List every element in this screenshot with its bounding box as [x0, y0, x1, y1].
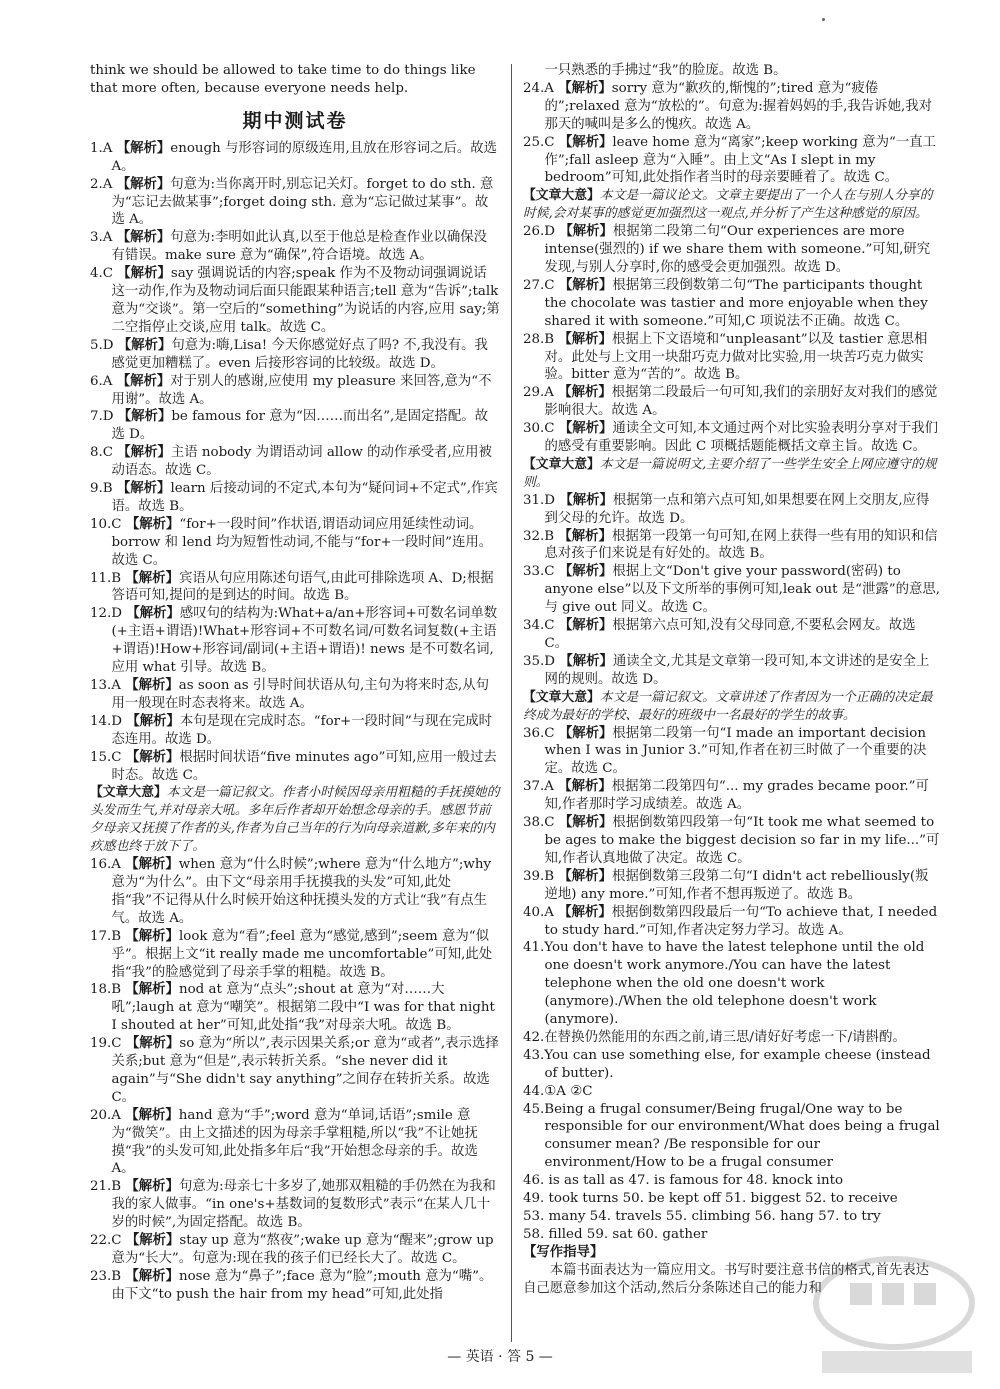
short-answer-list	[523, 939, 941, 1172]
answer-item	[523, 492, 941, 528]
answer-number: 24.A	[523, 80, 554, 96]
answer-number: 3.A	[90, 230, 113, 246]
answer-number: 4.C	[90, 266, 114, 282]
analysis-tag: 【解析】	[125, 928, 179, 944]
answer-text: 根据上文“Don't give your password(密码) to anyone else”以及下文所举的事例可知,leak out 是“泄露”的意思,与 give out 同义。故选 C。	[544, 564, 941, 616]
answer-item	[523, 277, 941, 331]
analysis-tag: 【解析】	[116, 140, 171, 156]
page-footer: — 英语 · 答 5 —	[447, 1349, 553, 1365]
answer-text: 根据倒数第三段第二句“I didn't act rebelliously(叛逆地) any more.”可知,作者不想再叛逆了。故选 B。	[544, 868, 929, 902]
answer-item	[523, 904, 941, 940]
answer-text: learn 后接动词的不定式,本句为“疑问词+不定式”,作宾语。故选 B。	[111, 481, 498, 514]
answer-text: 宾语从句应用陈述句语气,由此可排除选项 A、D;根据答语可知,提问的是到达的时间。故选 B。	[111, 570, 494, 604]
answer-item	[523, 778, 941, 814]
answer-item	[523, 725, 941, 779]
answer-number: 29.A	[523, 385, 554, 401]
answer-item	[523, 528, 941, 564]
answer-item	[523, 420, 941, 456]
answer-text: look 意为“看”;feel 意为“感觉,感到”;seem 意为“似乎”。根据上文“it really made me uncomfortable”可知,此处指“我”的脸感觉到了母亲手掌的粗糙。故选 B。	[111, 928, 493, 980]
answer-text: nose 意为“鼻子”;face 意为“脸”;mouth 意为“嘴”。由下文“to push the hair from my head”可知,此处指	[111, 1268, 493, 1302]
fill-answer-row: 46. is as tall as 47. is famous for 48. knock into	[523, 1173, 844, 1189]
answer-text: 对于别人的感谢,应使用 my pleasure 来回答,意为“不用谢”。故选 A。	[111, 373, 492, 407]
right-answer-list-4	[523, 725, 941, 940]
analysis-tag: 【解析】	[117, 409, 172, 425]
answer-text: 本句是现在完成时态。“for+一段时间”与现在完成时态连用。故选 D。	[111, 713, 493, 747]
answer-number: 41.	[523, 940, 545, 956]
answer-number: 1.A	[90, 140, 113, 156]
answer-text: You can use something else, for example cheese (instead of butter).	[544, 1047, 931, 1081]
answer-text: 句意为:嗨,Lisa! 今天你感觉好点了吗? 不,我没有。我感觉更加糟糕了。even 后接形容词的比较级。故选 D。	[111, 337, 488, 371]
answer-number: 9.B	[90, 481, 113, 497]
answer-number: 31.D	[523, 492, 556, 508]
answer-text: 通读全文可知,本文通过两个对比实验表明分享对于我们的感受有重要影响。因此 C 项概括题能概括文章主旨。故选 C。	[544, 421, 939, 455]
answer-item	[90, 981, 500, 1035]
fill-in-answers	[523, 1172, 941, 1244]
analysis-tag: 【解析】	[116, 373, 171, 389]
answer-item	[90, 373, 500, 409]
summary-text: 本文是一篇议论文。文章主要提出了一个人在与别人分享的时候,会对某事的感觉更加强烈这一观点,并分析了产生这种感觉的原因。	[523, 188, 933, 222]
answer-number: 6.A	[90, 373, 113, 389]
answer-text: as soon as 引导时间状语从句,主句为将来时态,从句用一般现在时态表将来。故选 A。	[111, 678, 490, 711]
answer-item	[90, 1107, 500, 1179]
summary-tag: 【文章大意】	[523, 188, 600, 204]
answer-item	[523, 563, 941, 617]
analysis-tag: 【解析】	[558, 80, 612, 96]
summary-text: 本文是一篇说明文,主要介绍了一些学生安全上网应遵守的规则。	[523, 456, 937, 490]
answer-item	[90, 570, 500, 606]
answer-text: 在替换仍然能用的东西之前,请三思/请好好考虑一下/请斟酌。	[544, 1029, 906, 1045]
analysis-tag: 【解析】	[116, 481, 171, 497]
analysis-tag: 【解析】	[558, 904, 612, 920]
answer-item	[523, 868, 941, 904]
analysis-tag: 【解析】	[125, 857, 179, 873]
answer-item	[523, 80, 941, 134]
left-answer-list	[90, 140, 500, 785]
answer-number: 23.B	[90, 1268, 122, 1284]
left-answer-list-2	[90, 856, 500, 1304]
answer-text: say 强调说话的内容;speak 作为不及物动词强调说话这一动作,作为及物动词后面只能跟某种语言;tell 意为“告诉”;talk 意为“交谈”。第一空后的“something”为说话的内容,应用 say;第二空指停止交谈,应用 talk。故选 C。	[111, 266, 500, 335]
analysis-tag: 【解析】	[558, 331, 612, 347]
article-summary	[90, 784, 500, 856]
answer-item	[90, 1268, 500, 1304]
article-summary	[523, 187, 941, 223]
answer-text: nod at 意为“点头”;shout at 意为“对……大吼”;laugh at 意为“嘲笑”。根据第二段中“I was for that night I shouted at her”可知,此处指“我”对母亲大吼。故选 B。	[111, 982, 495, 1034]
answer-text: sorry 意为“歉疚的,惭愧的”;tired 意为“疲倦的”;relaxed 意为“放松的”。句意为:握着妈妈的手,我告诉她,我对那天的喊叫是多么的愧疚。故选 A。	[544, 80, 932, 132]
answer-text: 根据第一点和第六点可知,如果想要在网上交朋友,应得到父母的允许。故选 D。	[544, 492, 930, 526]
watermark-logo	[802, 1253, 982, 1381]
answer-number: 34.C	[523, 618, 555, 634]
writing-guide-text: 本篇书面表达为一篇应用文。书写时要注意书信的格式,首先表达自己愿意参加这个活动,然后分条陈述自己的能力和	[523, 1262, 929, 1296]
answer-item	[523, 331, 941, 385]
answer-text: 根据第二段第一句“I made an important decision when I was in Junior 3.”可知,作者在初三时做了一个重要的决定。故选 C。	[544, 725, 927, 777]
answer-text: stay up 意为“熬夜”;wake up 意为“醒来”;grow up 意为“长大”。句意为:现在我的孩子们已经长大了。故选 C。	[111, 1233, 494, 1266]
analysis-tag: 【解析】	[558, 528, 612, 544]
answer-item	[90, 444, 500, 480]
analysis-tag: 【解析】	[117, 337, 172, 353]
answer-number: 20.A	[90, 1107, 121, 1123]
analysis-tag: 【解析】	[558, 779, 612, 795]
analysis-tag: 【解析】	[125, 749, 180, 765]
answer-text: “for+一段时间”作状语,谓语动词应用延续性动词。borrow 和 lend 均为短暂性动词,不能与“for+一段时间”连用。故选 C。	[111, 516, 493, 568]
answer-text: 根据第六点可知,没有父母同意,不要私会网友。故选 C。	[544, 618, 916, 651]
analysis-tag: 【解析】	[125, 1179, 179, 1195]
answer-text: 根据第二段最后一句可知,我们的亲朋好友对我们的感觉影响很大。故选 A。	[544, 385, 938, 419]
answer-text: 句意为:当你离开时,别忘记关灯。forget to do sth. 意为“忘记去做某事”;forget doing sth. 意为“忘记做过某事”。故选 A。	[111, 176, 494, 228]
answer-item	[90, 408, 500, 444]
analysis-tag: 【解析】	[558, 421, 613, 437]
analysis-tag: 【解析】	[117, 266, 171, 282]
answer-item	[523, 617, 941, 653]
answer-text: so 意为“所以”,表示因果关系;or 意为“或者”,表示选择关系;but 意为“但是”,表示转折关系。“she never did it again”与“She didn't say anything”之间存在转折关系。故选 C。	[111, 1036, 499, 1105]
analysis-tag: 【解析】	[116, 176, 171, 192]
analysis-tag: 【解析】	[559, 224, 613, 240]
answer-item	[90, 176, 500, 230]
right-column	[523, 62, 941, 1298]
answer-number: 21.B	[90, 1179, 122, 1195]
analysis-tag: 【解析】	[117, 445, 171, 461]
analysis-tag: 【解析】	[125, 982, 179, 998]
right-answer-list-3	[523, 492, 941, 689]
left-column	[90, 62, 500, 1304]
answer-text: 根据第三段倒数第二句“The participants thought the chocolate was tastier and more enjoyable when they shared it with someone.”可知,C 项说法不正确。故选 C。	[544, 277, 928, 329]
answer-number: 44.	[523, 1083, 545, 1099]
answer-text: be famous for 意为“因……而出名”,是固定搭配。故选 D。	[111, 409, 489, 443]
right-answer-list-2	[523, 223, 941, 456]
answer-number: 42.	[523, 1029, 545, 1045]
answer-item	[90, 229, 500, 265]
answer-text: 感叹句的结构为:What+a/an+形容词+可数名词单数(+主语+谓语)!What+形容词+不可数名词/可数名词复数(+主语+谓语)!How+形容词/副词(+主语+谓语)! news 是不可数名词,应用 what 引导。故选 B。	[111, 606, 498, 676]
answer-number: 33.C	[523, 564, 555, 580]
answer-text: enough 与形容词的原级连用,且放在形容词之后。故选 A。	[111, 140, 498, 174]
answer-number: 30.C	[523, 421, 555, 437]
answer-number: 15.C	[90, 749, 122, 765]
analysis-tag: 【解析】	[125, 516, 180, 532]
answer-text: 句意为:李明如此认真,以至于他总是检查作业以确保没有错误。make sure 意为“确保”,符合语境。故选 A。	[111, 230, 488, 264]
analysis-tag: 【解析】	[125, 1107, 179, 1123]
answer-number: 36.C	[523, 725, 555, 741]
scan-dot	[822, 18, 825, 21]
answer-item	[523, 939, 941, 1029]
answer-number: 18.B	[90, 982, 122, 998]
analysis-tag: 【解析】	[125, 1036, 180, 1052]
answer-item	[523, 814, 941, 868]
article-summary	[523, 689, 941, 725]
analysis-tag: 【解析】	[558, 134, 613, 150]
analysis-tag: 【解析】	[559, 653, 613, 669]
answer-text: 主语 nobody 为谓语动词 allow 的动作承受者,应用被动语态。故选 C。	[111, 445, 492, 479]
answer-item	[90, 265, 500, 337]
answer-number: 32.B	[523, 528, 555, 544]
answer-number: 38.C	[523, 815, 555, 831]
answer-number: 40.A	[523, 904, 554, 920]
continued-text: 一只熟悉的手拂过“我”的脸庞。故选 B。	[544, 63, 787, 78]
analysis-tag: 【解析】	[558, 618, 613, 634]
fill-answer-row: 53. many 54. travels 55. climbing 56. hang 57. to try	[523, 1209, 881, 1224]
answer-item	[523, 384, 941, 420]
answer-number: 8.C	[90, 445, 114, 461]
analysis-tag: 【解析】	[116, 230, 171, 246]
answer-text: 根据第二段第四句“... my grades became poor.”可知,作者那时学习成绩差。故选 A。	[544, 779, 929, 813]
answer-number: 26.D	[523, 224, 556, 240]
answer-text: Being a frugal consumer/Being frugal/One way to be responsible for our environment/What does being a frugal consumer mean? /Be responsible for our environment/How to be a frugal consumer	[544, 1101, 940, 1171]
answer-text: 通读全文,尤其是文章第一段可知,本文讲述的是安全上网的规则。故选 D。	[544, 653, 930, 687]
column-divider	[511, 64, 512, 1342]
answer-number: 16.A	[90, 857, 121, 873]
answer-text: 根据第一段第一句可知,在网上获得一些有用的知识和信息对孩子们来说是有好处的。故选 B。	[544, 528, 938, 562]
answer-number: 35.D	[523, 653, 556, 669]
analysis-tag: 【解析】	[558, 725, 613, 741]
answer-number: 11.B	[90, 570, 122, 586]
answer-number: 27.C	[523, 277, 555, 293]
analysis-tag: 【解析】	[125, 678, 179, 693]
writing-guide-tag: 【写作指导】	[523, 1244, 604, 1260]
answer-item	[90, 928, 500, 982]
analysis-tag: 【解析】	[558, 564, 613, 580]
answer-item	[90, 480, 500, 516]
answer-number: 12.D	[90, 606, 123, 622]
answer-number: 2.A	[90, 176, 113, 192]
summary-tag: 【文章大意】	[90, 785, 167, 801]
answer-number: 45.	[523, 1101, 545, 1117]
answer-text: 根据第二段第二句“Our experiences are more intense(强烈的) if we share them with someone.”可知,研究发现,与别人分享时,你的感受会更加强烈。故选 D。	[544, 224, 931, 275]
answer-item	[523, 1083, 941, 1101]
answer-item	[90, 1035, 500, 1107]
answer-number: 22.C	[90, 1233, 122, 1249]
analysis-tag: 【解析】	[125, 1233, 180, 1249]
answer-number: 43.	[523, 1047, 545, 1063]
analysis-tag: 【解析】	[126, 713, 180, 729]
answer-item	[90, 1232, 500, 1268]
answer-item	[523, 1101, 941, 1173]
answer-number: 10.C	[90, 516, 122, 532]
right-answer-list	[523, 80, 941, 187]
summary-text: 本文是一篇记叙文。作者小时候因母亲用粗糙的手抚摸她的头发而生气,并对母亲大吼。多年后作者却开始想念母亲的手。感恩节前夕母亲又抚摸了作者的头,作者为自己当年的行为向母亲道歉,多年来的内疚感也终于放下了。	[90, 785, 500, 855]
answer-number: 14.D	[90, 713, 123, 729]
analysis-tag: 【解析】	[126, 606, 180, 622]
answer-text: hand 意为“手”;word 意为“单词,话语”;smile 意为“微笑”。由上文描述的因为母亲手掌粗糙,所以“我”不让她抚摸“我”的头发可知,此处指多年后“我”开始想念母亲的手。故选 A。	[111, 1107, 478, 1177]
answer-number: 28.B	[523, 331, 555, 347]
analysis-tag: 【解析】	[558, 385, 612, 401]
answer-number: 39.B	[523, 868, 555, 884]
answer-number: 5.D	[90, 337, 114, 353]
answer-text: ①A ②C	[544, 1083, 593, 1099]
answer-text: 根据时间状语“five minutes ago”可知,应用一般过去时态。故选 C。	[111, 749, 497, 783]
answer-number: 7.D	[90, 409, 114, 425]
analysis-tag: 【解析】	[559, 492, 613, 508]
summary-tag: 【文章大意】	[523, 689, 600, 705]
answer-item	[90, 749, 500, 785]
answer-text: 句意为:母亲七十多岁了,她那双粗糙的手仍然在为我和我的家人做事。“in one's+基数词的复数形式”表示“在某人几十岁的时候”,为固定搭配。故选 B。	[111, 1179, 496, 1231]
summary-tag: 【文章大意】	[523, 456, 600, 472]
answer-item	[90, 516, 500, 570]
answer-item	[90, 605, 500, 677]
answer-item	[523, 1047, 941, 1083]
analysis-tag: 【解析】	[125, 1268, 179, 1284]
article-summary	[523, 456, 941, 492]
answer-item	[90, 1178, 500, 1232]
section-title: 期中测试卷	[242, 109, 348, 132]
answer-number: 17.B	[90, 928, 122, 944]
analysis-tag: 【解析】	[558, 277, 613, 293]
answer-number: 25.C	[523, 134, 555, 150]
fill-answer-row: 49. took turns 50. be kept off 51. biggest 52. to receive	[523, 1191, 898, 1207]
analysis-tag: 【解析】	[558, 868, 612, 884]
answer-item	[523, 134, 941, 188]
fill-answer-row: 58. filled 59. sat 60. gather	[523, 1226, 708, 1242]
answer-item	[90, 856, 500, 928]
answer-number: 37.A	[523, 779, 554, 795]
answer-item	[90, 140, 500, 176]
answer-text: when 意为“什么时候”;where 意为“什么地方”;why 意为“为什么”。由下文“母亲用手抚摸我的头发”可知,此处指“我”不记得从什么时候开始这种抚摸头发的方式让“我”有点生气。故选 A。	[111, 857, 492, 926]
analysis-tag: 【解析】	[125, 570, 179, 586]
answer-text: leave home 意为“离家”;keep working 意为“一直工作”;fall asleep 意为“入睡”。由上文“As I slept in my bedroom”可知,此处指作者当时的母亲要睡着了。故选 C。	[544, 134, 937, 186]
answer-item	[523, 653, 941, 689]
answer-item	[523, 1029, 941, 1047]
answer-item	[90, 713, 500, 749]
answer-item	[90, 677, 500, 713]
answer-item	[90, 337, 500, 373]
answer-text: 根据上下文语境和“unpleasant”以及 tastier 意思相对。此处与上文用一块甜巧克力做对比实验,用一块苦巧克力做实验。bitter 意为“苦的”。故选 B。	[544, 331, 928, 383]
answer-text: You don't have to have the latest telephone until the old one doesn't work anymore./You can have the latest telephone when the old one doesn't work (anymore)./When the old telephone doesn't work (anymore).	[544, 940, 925, 1028]
intro-text: think we should be allowed to take time to do things like that more often, because everyone needs help.	[90, 63, 476, 96]
analysis-tag: 【解析】	[558, 815, 613, 831]
answer-number: 13.A	[90, 678, 121, 693]
summary-text: 本文是一篇记叙文。文章讲述了作者因为一个正确的决定最终成为最好的学校、最好的班级中一名最好的学生的故事。	[523, 689, 933, 723]
answer-number: 19.C	[90, 1036, 122, 1052]
answer-text: 根据倒数第四段最后一句“To achieve that, I needed to study hard.”可知,作者决定努力学习。故选 A。	[544, 904, 938, 938]
answer-item	[523, 223, 941, 277]
answer-text: 根据倒数第四段第一句“It took me what seemed to be ages to make the biggest decision so far in my life...”可知,作者认真地做了决定。故选 C。	[544, 815, 940, 866]
